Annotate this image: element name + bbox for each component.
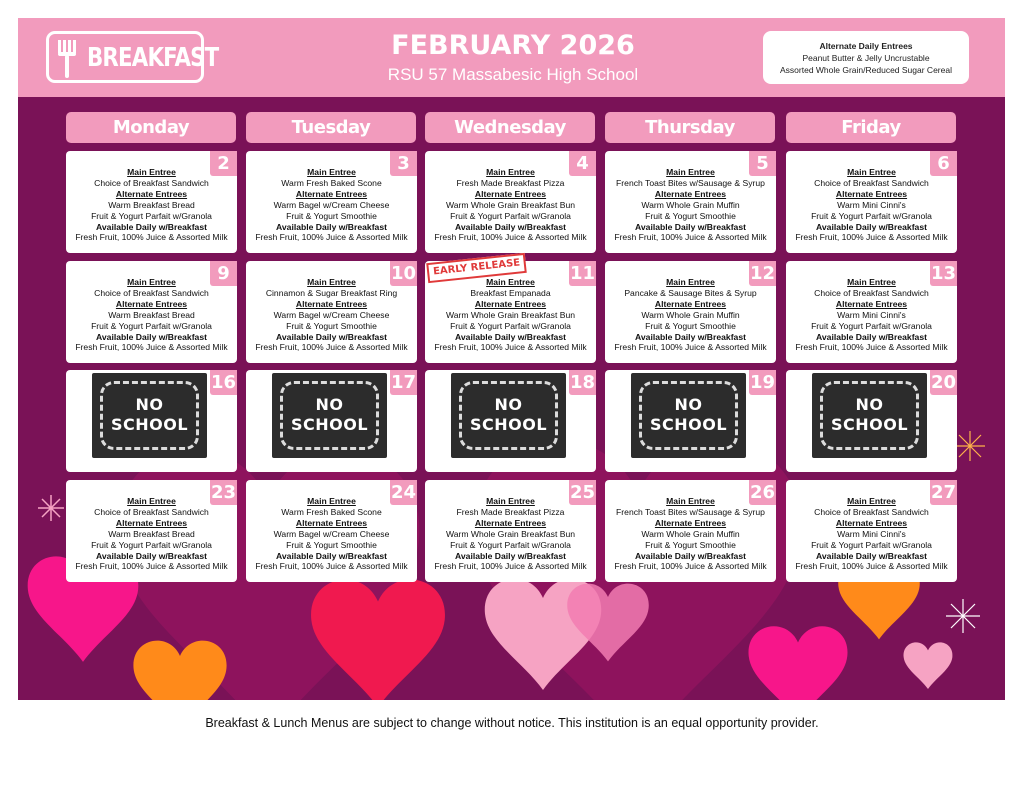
available-daily-items: Fresh Fruit, 100% Juice & Assorted Milk [434,232,587,243]
main-entree-label: Main Entree [666,277,715,287]
menu-text [425,496,596,572]
early-release-stamp: EARLY RELEASE [426,253,527,283]
day-cell [66,370,237,472]
alternate-entrees-label: Alternate Entrees [474,517,547,528]
alternate-entrees-label: Alternate Entrees [474,298,547,309]
menu-text [605,277,776,353]
alternate-daily-line: Assorted Whole Grain/Reduced Sugar Cereal [780,65,952,75]
alternate-entree-item: Warm Whole Grain Muffin [641,309,740,320]
alternate-entree-item: Warm Whole Grain Muffin [641,528,740,539]
alternate-entree-item: Fruit & Yogurt Parfait w/Granola [811,210,932,221]
main-entree-label: Main Entree [486,277,535,287]
date-number: 10 [390,263,417,284]
date-number: 11 [569,263,596,284]
available-daily-items: Fresh Fruit, 100% Juice & Assorted Milk [255,342,408,353]
alternate-entree-item: Fruit & Yogurt Smoothie [286,539,377,550]
alternate-entrees-label: Alternate Entrees [654,298,727,309]
date-number: 17 [390,372,417,393]
day-header-tuesday: Tuesday [246,112,416,143]
alternate-entrees-label: Alternate Entrees [654,188,727,199]
alternate-entree-item: Warm Breakfast Bread [108,309,195,320]
available-daily-label: Available Daily w/Breakfast [276,550,387,561]
available-daily-label: Available Daily w/Breakfast [455,221,566,232]
date-number: 27 [930,482,957,503]
available-daily-label: Available Daily w/Breakfast [455,550,566,561]
fork-icon [57,40,77,78]
date-number: 19 [749,372,776,393]
available-daily-items: Fresh Fruit, 100% Juice & Assorted Milk [434,342,587,353]
alternate-entree-item: Fruit & Yogurt Parfait w/Granola [450,210,571,221]
available-daily-label: Available Daily w/Breakfast [96,221,207,232]
main-entree-item: Choice of Breakfast Sandwich [94,506,209,517]
day-cell [246,261,417,363]
main-entree-item: Cinnamon & Sugar Breakfast Ring [265,287,398,298]
heart-icon [904,642,953,689]
available-daily-items: Fresh Fruit, 100% Juice & Assorted Milk [795,342,948,353]
no-school-text: SCHOOL [110,415,189,434]
no-school-text: NO [674,395,703,414]
alternate-entree-item: Fruit & Yogurt Parfait w/Granola [811,539,932,550]
main-entree-item: Fresh Made Breakfast Pizza [456,177,565,188]
available-daily-label: Available Daily w/Breakfast [816,550,927,561]
menu-text [246,167,417,243]
main-entree-label: Main Entree [666,496,715,506]
main-entree-label: Main Entree [307,496,356,506]
day-cell [605,480,776,582]
alternate-entree-item: Fruit & Yogurt Parfait w/Granola [450,320,571,331]
date-number: 23 [210,482,237,503]
alternate-entree-item: Fruit & Yogurt Smoothie [286,320,377,331]
alternate-entree-item: Warm Whole Grain Breakfast Bun [445,528,576,539]
available-daily-items: Fresh Fruit, 100% Juice & Assorted Milk [795,232,948,243]
main-entree-label: Main Entree [847,167,896,177]
menu-text [605,167,776,243]
no-school-text: NO [855,395,884,414]
no-school-text: SCHOOL [469,415,548,434]
date-number: 24 [390,482,417,503]
main-entree-item: Fresh Made Breakfast Pizza [456,506,565,517]
alternate-entrees-label: Alternate Entrees [474,188,547,199]
alternate-entree-item: Fruit & Yogurt Smoothie [645,210,736,221]
main-entree-label: Main Entree [666,167,715,177]
alternate-entrees-label: Alternate Entrees [835,298,908,309]
alternate-daily-box [763,31,969,84]
main-entree-item: Warm Fresh Baked Scone [281,177,382,188]
main-entree-label: Main Entree [486,167,535,177]
main-entree-label: Main Entree [847,277,896,287]
alternate-entrees-label: Alternate Entrees [115,188,188,199]
available-daily-label: Available Daily w/Breakfast [816,221,927,232]
menu-text [246,277,417,353]
menu-text [246,496,417,572]
menu-text [66,496,237,572]
alternate-entrees-label: Alternate Entrees [115,298,188,309]
alternate-entree-item: Fruit & Yogurt Smoothie [645,539,736,550]
day-cell [786,480,957,582]
alternate-entree-item: Warm Breakfast Bread [108,528,195,539]
day-header-thursday: Thursday [605,112,775,143]
alternate-daily-line: Peanut Butter & Jelly Uncrustable [802,53,930,63]
main-entree-label: Main Entree [127,167,176,177]
available-daily-label: Available Daily w/Breakfast [96,550,207,561]
logo-text: BREAKFAST [87,43,219,73]
available-daily-label: Available Daily w/Breakfast [96,331,207,342]
alternate-entree-item: Fruit & Yogurt Smoothie [645,320,736,331]
alternate-entree-item: Fruit & Yogurt Parfait w/Granola [811,320,932,331]
alternate-entrees-label: Alternate Entrees [295,298,368,309]
sparkle-icon [946,599,980,633]
available-daily-label: Available Daily w/Breakfast [455,331,566,342]
day-cell [786,261,957,363]
date-number: 18 [569,372,596,393]
sparkle-icon [955,431,985,461]
main-entree-label: Main Entree [847,496,896,506]
available-daily-items: Fresh Fruit, 100% Juice & Assorted Milk [75,342,228,353]
day-cell [66,151,237,253]
header-band [18,18,1005,97]
footer-disclaimer: Breakfast & Lunch Menus are subject to change without notice. This institution is an equal opportunity provider. [205,716,819,730]
day-cell [605,261,776,363]
school-subtitle: RSU 57 Massabesic High School [387,65,639,84]
day-cell [786,151,957,253]
no-school-text: NO [315,395,344,414]
no-school-text: SCHOOL [649,415,728,434]
alternate-entree-item: Warm Bagel w/Cream Cheese [273,199,390,210]
alternate-daily-heading: Alternate Daily Entrees [819,41,913,51]
available-daily-label: Available Daily w/Breakfast [635,550,746,561]
alternate-entrees-label: Alternate Entrees [835,517,908,528]
available-daily-items: Fresh Fruit, 100% Juice & Assorted Milk [75,232,228,243]
menu-text [605,496,776,572]
alternate-entree-item: Warm Bagel w/Cream Cheese [273,309,390,320]
sparkle-icon [38,495,64,521]
alternate-entree-item: Warm Breakfast Bread [108,199,195,210]
day-header-friday: Friday [786,112,956,143]
no-school-sign [451,373,566,458]
available-daily-items: Fresh Fruit, 100% Juice & Assorted Milk [614,342,767,353]
alternate-entree-item: Warm Mini Cinni's [837,309,906,320]
available-daily-items: Fresh Fruit, 100% Juice & Assorted Milk [75,561,228,572]
main-entree-label: Main Entree [127,277,176,287]
main-entree-item: Warm Fresh Baked Scone [281,506,382,517]
date-number: 9 [210,261,237,286]
alternate-entree-item: Warm Whole Grain Breakfast Bun [445,199,576,210]
available-daily-items: Fresh Fruit, 100% Juice & Assorted Milk [795,561,948,572]
alternate-entree-item: Fruit & Yogurt Parfait w/Granola [91,320,212,331]
day-cell [246,370,417,472]
alternate-entree-item: Warm Whole Grain Breakfast Bun [445,309,576,320]
available-daily-items: Fresh Fruit, 100% Juice & Assorted Milk [255,561,408,572]
day-cell [246,480,417,582]
day-cell [425,370,596,472]
available-daily-label: Available Daily w/Breakfast [816,331,927,342]
heart-icon [133,641,226,700]
no-school-sign [812,373,927,458]
day-cell [605,151,776,253]
main-entree-item: Pancake & Sausage Bites & Syrup [624,287,757,298]
main-entree-item: Choice of Breakfast Sandwich [94,177,209,188]
page-title: FEBRUARY 2026 [391,30,635,61]
menu-text [66,167,237,243]
alternate-entree-item: Fruit & Yogurt Parfait w/Granola [91,539,212,550]
day-cell [66,261,237,363]
no-school-sign [92,373,207,458]
main-entree-item: Choice of Breakfast Sandwich [94,287,209,298]
available-daily-items: Fresh Fruit, 100% Juice & Assorted Milk [614,561,767,572]
alternate-entrees-label: Alternate Entrees [295,188,368,199]
menu-text [786,496,957,572]
alternate-entrees-label: Alternate Entrees [654,517,727,528]
menu-text [425,277,596,353]
main-entree-item: Breakfast Empanada [470,287,551,298]
menu-text [425,167,596,243]
day-header-monday: Monday [66,112,236,143]
date-number: 2 [210,151,237,176]
available-daily-label: Available Daily w/Breakfast [635,331,746,342]
alternate-entree-item: Warm Mini Cinni's [837,528,906,539]
day-cell [425,151,596,253]
main-entree-label: Main Entree [307,277,356,287]
date-number: 6 [930,151,957,176]
alternate-entree-item: Warm Mini Cinni's [837,199,906,210]
day-header-wednesday: Wednesday [425,112,595,143]
no-school-text: NO [135,395,164,414]
day-cell [66,480,237,582]
available-daily-label: Available Daily w/Breakfast [276,221,387,232]
menu-text [786,167,957,243]
breakfast-logo [46,31,219,83]
heart-icon [748,626,847,700]
no-school-sign [272,373,387,458]
main-entree-label: Main Entree [127,496,176,506]
date-number: 16 [210,372,237,393]
date-number: 5 [749,151,776,176]
alternate-entrees-label: Alternate Entrees [115,517,188,528]
main-entree-item: Choice of Breakfast Sandwich [814,506,929,517]
no-school-text: SCHOOL [830,415,909,434]
available-daily-items: Fresh Fruit, 100% Juice & Assorted Milk [255,232,408,243]
menu-poster [18,18,1005,700]
no-school-text: NO [494,395,523,414]
date-number: 3 [390,151,417,176]
alternate-entrees-label: Alternate Entrees [295,517,368,528]
menu-text [786,277,957,353]
alternate-entrees-label: Alternate Entrees [835,188,908,199]
main-entree-item: Choice of Breakfast Sandwich [814,287,929,298]
date-number: 12 [749,263,776,284]
main-entree-label: Main Entree [486,496,535,506]
no-school-sign [631,373,746,458]
alternate-entree-item: Fruit & Yogurt Parfait w/Granola [91,210,212,221]
date-number: 20 [930,372,957,393]
date-number: 4 [569,151,596,176]
day-cell [425,480,596,582]
date-number: 13 [930,263,957,284]
main-entree-item: French Toast Bites w/Sausage & Syrup [616,506,765,517]
main-entree-item: French Toast Bites w/Sausage & Syrup [616,177,765,188]
available-daily-label: Available Daily w/Breakfast [276,331,387,342]
day-cell [786,370,957,472]
day-cell [425,257,596,363]
alternate-entree-item: Fruit & Yogurt Smoothie [286,210,377,221]
alternate-entree-item: Warm Whole Grain Muffin [641,199,740,210]
no-school-text: SCHOOL [290,415,369,434]
main-entree-label: Main Entree [307,167,356,177]
date-number: 26 [749,482,776,503]
main-entree-item: Choice of Breakfast Sandwich [814,177,929,188]
day-cell [605,370,776,472]
available-daily-label: Available Daily w/Breakfast [635,221,746,232]
day-cell [246,151,417,253]
available-daily-items: Fresh Fruit, 100% Juice & Assorted Milk [614,232,767,243]
menu-text [66,277,237,353]
alternate-entree-item: Warm Bagel w/Cream Cheese [273,528,390,539]
alternate-entree-item: Fruit & Yogurt Parfait w/Granola [450,539,571,550]
date-number: 25 [569,482,596,503]
available-daily-items: Fresh Fruit, 100% Juice & Assorted Milk [434,561,587,572]
